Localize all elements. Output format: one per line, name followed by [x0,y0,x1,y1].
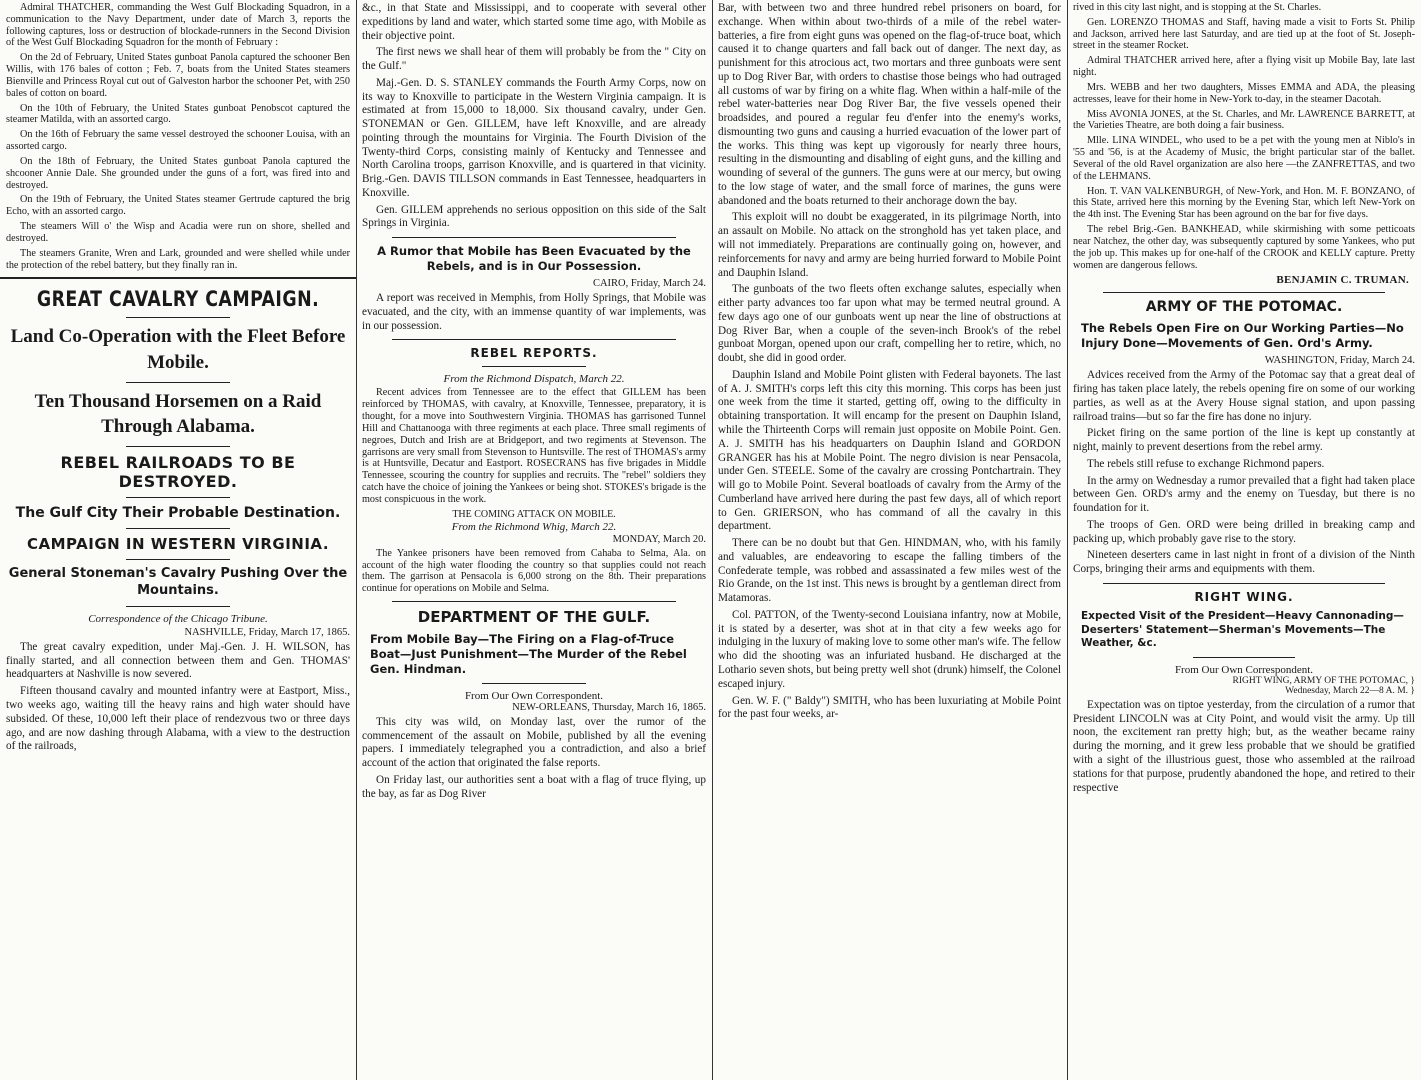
column-3 [712,0,1067,1080]
divider [126,559,230,560]
article-paragraph: Mrs. WEBB and her two daughters, Misses EMMA and ADA, the pleasing actresses, leave for their home in New-York to-day, in the steamer Dacotah. [1073,81,1415,105]
column-2 [356,0,712,1080]
article-paragraph: On the 18th of February, the United States gunboat Panola captured the shcooner Annie Dale. She grounded under the guns of a fort, was fired into and destroyed. [6,155,350,191]
divider [392,601,676,602]
article-paragraph: Dauphin Island and Mobile Point glisten with Federal bayonets. The last of A. J. SMITH's corps left this city this morning. This corps has been just one week from the time it started, getting off, owing to the difficulty in obtaining transportation. It will encamp for the present on Dauphin Island, while the Thirteenth Corps will remain just opposite on Mobile Point. Gen. A. J. SMITH has his headquarters on Dauphin Island and GORDON GRANGER has his at Mobile Point. The negro division is near Pensacola, under Gen. STEELE. Some of the cavalry are crossing Pontchartrain. They will go to Mobile Point. Several boatloads of cavalry from the Army of the Cumberland have arrived here during the past few days, all of which report to Gen. GRIERSON, who has command of all the cavalry in this department. [718,368,1061,533]
article-paragraph: Mlle. LINA WINDEL, who used to be a pet with the young men at Niblo's in '55 and '56, is at the Academy of Music, the bright particular star of the ballet. Several of the old Ravel organization are also here —the ZANFRETTAS, and two of the LEHMANS. [1073,135,1415,182]
article-paragraph: Admiral THATCHER, commanding the West Gulf Blockading Squadron, in a communication to the Navy Department, under date of March 3, reports the following captures, loss or destruction of blockade-runners in the Second Division of the West Gulf Blockading Squadron for the month of February : [6,2,350,49]
divider [126,528,230,529]
divider [482,366,586,367]
article-paragraph: Gen. W. F. (" Baldy") SMITH, who has been luxuriating at Mobile Point for the past four weeks, ar- [718,694,1061,721]
article-paragraph: In the army on Wednesday a rumor prevailed that a fight had taken place between Gen. ORD's army and the enemy on Tuesday, but there is no foundation for it. [1073,474,1415,515]
correspondence-credit: From Our Own Correspondent. [464,689,604,702]
divider [1103,292,1385,293]
article-paragraph: Hon. T. VAN VALKENBURGH, of New-York, and Hon. M. F. BONZANO, of this State, arrived here this morning by the Evening Star, which left New-York on the 4th inst. The Evening Star has been aground on the bar for five days. [1073,185,1415,221]
dateline: RIGHT WING, ARMY OF THE POTOMAC, } [1232,675,1415,686]
section-heading: RIGHT WING. [1194,589,1294,604]
article-paragraph: On the 2d of February, United States gunboat Panola captured the schooner Ben Willis, with 176 bales of cotton ; Feb. 7, boats from the United States steamers Bienville and Princess Royal cut out of Galveston harbor the schooner Pet, with 250 bales of cotton on board. [6,52,350,99]
dateline: CAIRO, Friday, March 24. [592,278,706,290]
article-paragraph: The great cavalry expedition, under Maj.-Gen. J. H. WILSON, has finally started, and all connection between them and Gen. THOMAS' headquarters at Nashville is now severed. [6,640,350,681]
headline-deck: Expected Visit of the President—Heavy Cannonading—Deserters' Statement—Sherman's Movements—The Weather, &c. [1081,609,1404,650]
divider [126,382,230,383]
article-paragraph: Advices received from the Army of the Potomac say that a great deal of firing has taken place lately, the rebels opening fire on some of our working parties, as well as at the Avery House signal station, and upon passing railroad trains—but so far the fire has done no injury. [1073,369,1415,423]
article-paragraph: The steamers Granite, Wren and Lark, grounded and were shelled while under the protection of the rebel battery, but they finally ran in. [6,247,350,271]
article-paragraph: Recent advices from Tennessee are to the effect that GILLEM has been reinforced by THOMAS, with cavalry, at Knoxville, Tennessee, preparatory, it is thought, for a move into Southwestern Virginia. THOMAS has garrisoned Tunnel Hill and Chattanooga with three regiments at each place. Three small regiments of negroes, Dutch and Irish are at Bridgeport, and two regiments at Stevenson. The garrisons are very small from Stevenson to Huntsville. The rest of THOMAS's army is at Huntsville, Decatur and Eastport. ROSECRANS has five brigades in Middle Tennessee, scouring the country for supplies and recruits. The "rebel" soldiers they catch have the choice of joining the Yankees or being shot. STOKES's brigade is the most conspicuous in the work. [362,387,706,505]
headline-deck: From Mobile Bay—The Firing on a Flag-of-Truce Boat—Just Punishment—The Murder of the Rebel Gen. Hindman. [370,632,687,676]
article-paragraph: On the 16th of February the same vessel destroyed the schooner Louisa, with an assorted cargo. [6,129,350,153]
subheadline: REBEL RAILROADS TO BE DESTROYED. [60,452,296,491]
headline-deck: The Rebels Open Fire on Our Working Parties—No Injury Done—Movements of Gen. Ord's Army. [1081,321,1404,351]
dateline: NASHVILLE, Friday, March 17, 1865. [184,626,350,638]
correspondence-credit: Correspondence of the Chicago Tribune. [88,612,268,625]
divider [1103,583,1385,584]
section-divider [0,277,356,279]
article-paragraph: This city was wild, on Monday last, over the rumor of the commencement of the assault on Mobile, published by all the evening papers. I immediately telegraphed you a contradiction, and also a brief account of the action that originated the false reports. [362,715,706,770]
article-paragraph: Miss AVONIA JONES, at the St. Charles, and Mr. LAWRENCE BARRETT, at the Varieties Theatre, are both doing a fair business. [1073,108,1415,132]
column-1 [0,0,356,1080]
divider [126,446,230,447]
divider [126,317,230,318]
article-paragraph: Admiral THATCHER arrived here, after a flying visit up Mobile Bay, late last night. [1073,55,1415,79]
signature: BENJAMIN C. TRUMAN. [1276,274,1409,287]
article-paragraph: The first news we shall hear of them will probably be from the " City on the Gulf." [362,46,706,73]
article-paragraph: Col. PATTON, of the Twenty-second Louisiana infantry, now at Mobile, it is stated by a deserter, was shot at in that city a few weeks ago for indulging in the luxury of making love to some other man's wife. The fellow who did the shooting was an infuriated husband. He discharged at the Lothario seven shots, but being pretty well shot (drunk) himself, the Colonel escaped injury. [718,608,1061,690]
divider [126,606,230,607]
headline: A Rumor that Mobile has Been Evacuated by the Rebels, and is in Our Possession. [377,244,691,274]
subheadline: Ten Thousand Horsemen on a Raid Through Alabama. [34,390,322,438]
dateline: WASHINGTON, Friday, March 24. [1264,355,1415,367]
article-paragraph: Nineteen deserters came in last night in front of a division of the Ninth Corps, bringing their arms and equipments with them. [1073,549,1415,576]
article-paragraph: On the 19th of February, the United States steamer Gertrude captured the brig Echo, with an assorted cargo. [6,194,350,218]
dateline: NEW-ORLEANS, Thursday, March 16, 1865. [512,701,706,713]
subheadline: The Gulf City Their Probable Destination. [15,504,341,521]
divider [392,339,676,340]
article-paragraph: On the 10th of February, the United States gunboat Penobscot captured the steamer Matilda, with an assorted cargo. [6,102,350,126]
article-paragraph: Picket firing on the same portion of the line is kept up constantly at night, mainly to prevent desertions from the rebel army. [1073,427,1415,454]
article-paragraph: Bar, with between two and three hundred rebel prisoners on board, for exchange. When within about two-thirds of a mile of the rebel water-batteries, a fire from eight guns was opened on the flag-of-truce boat, which caused it to change quarters and fall back out of danger. The next day, as punishment for this atrocious act, two mortars and three gunboats were sent up to Dog River Bar, with orders to chastise those beings who had outraged all customs of war by firing on a white flag. When within a half-mile of the rebel water-batteries near Dog River Bar, the five vessels opened their broadsides, and poured a regular feu d'enfer into the enemy's works, dismounting two guns and causing a hurried evacuation of the lower part of the works. This thing was kept up vigorously for nearly three hours, resulting in the dismounting and disabling of eight guns, and the killing and wounding of several of the gunners. The guns were at our mercy, but owing to the low stage of water, and the small force of marines, the guns were abandoned and the boats returned to their anchorage down the bay. [718,2,1061,207]
dateline: MONDAY, March 20. [612,533,706,545]
article-paragraph: Expectation was on tiptoe yesterday, from the circulation of a rumor that President LINCOLN was at City Point, and would visit the army. Up till noon, the excitement ran pretty high; but, as the weather became rainy during the morning, and it grew less probable that we should be gratified with a sight of the illustrious guest, those who assembled at the railroad stations for that purpose, prudently abandoned the hope, and retired to their respective [1073,698,1415,794]
divider [482,683,586,684]
article-paragraph: There can be no doubt but that Gen. HINDMAN, who, with his family and valuables, are endeavoring to escape the falling timbers of the Confederate temple, was robbed and assassinated a few miles west of the Rio Grande, on the 1st inst. This news is brought by a gentleman direct from Matamoras. [718,537,1061,605]
article-paragraph: The rebels still refuse to exchange Richmond papers. [1087,457,1325,470]
article-paragraph: Gen. LORENZO THOMAS and Staff, having made a visit to Forts St. Philip and Jackson, arrived here last Saturday, and are tied up at the foot of St. Joseph-street in the steamer Rocket. [1073,16,1415,52]
article-paragraph: This exploit will no doubt be exaggerated, in its pilgrimage North, into an assault on Mobile. No attack on the stronghold has yet taken place, and will not immediately. Preparations are continually going on, however, and reinforcements for navy and army are being hurried forward to Mobile Point and Dauphin Island. [718,211,1061,279]
article-paragraph: Fifteen thousand cavalry and mounted infantry were at Eastport, Miss., two weeks ago, waiting till the heavy rains and high water should have subsided. Of these, 10,000 left their place of rendezvous two or three days ago, and are now dashing through Alabama, with a view to the destruction of the railroads, [6,685,350,753]
section-heading: DEPARTMENT OF THE GULF. [417,608,651,627]
subheading: THE COMING ATTACK ON MOBILE. [452,508,616,520]
article-paragraph: Maj.-Gen. D. S. STANLEY commands the Fourth Army Corps, now on its way to Knoxville to participate in the Western Virginia campaign. It is estimated at from 15,000 to 18,000. Six thousand cavalry, under Gen. STONEMAN or Gen. GILLEM, have left Knoxville, and are already pointing through the mountains for Virginia. The Fourth Division of the Twenty-third Corps, consisting mainly of Kentucky and Tennessee and North Carolina troops, garrison Knoxville, and is quartered in that vicinity. Brig.-Gen. DAVIS TILLSON commands in East Tennessee, headquarters in Knoxville. [362,76,706,199]
section-heading: ARMY OF THE POTOMAC. [1145,299,1343,316]
divider [1193,657,1295,658]
subheadline: General Stoneman's Cavalry Pushing Over the Mountains. [8,566,348,599]
column-4 [1067,0,1421,1080]
article-paragraph: The gunboats of the two fleets often exchange salutes, especially when either party advances too far upon what may be termed neutral ground. A few days ago one of our gunboats went up near the line of obstructions at Dog River Bar, when a couple of the seven-inch Brook's of the rebel gunboat Morgan, opened upon our craft, compelling her to retire, which, no doubt, she did in good order. [718,283,1061,365]
source-credit: From the Richmond Dispatch, March 22. [443,373,625,386]
article-paragraph: The Yankee prisoners have been removed from Cahaba to Selma, Ala. on account of the high water flooding the country so that supplies could not reach them. The garrison at Pensacola is 6,000 strong on the 8th. Their preparations continue for operations on Mobile and Selma. [362,547,706,595]
article-paragraph: The troops of Gen. ORD were being drilled in breaking camp and packing up, which probably gave rise to the story. [1073,518,1415,545]
source-credit: From the Richmond Whig, March 22. [451,520,617,533]
article-paragraph: The rebel Brig.-Gen. BANKHEAD, while skirmishing with some petticoats near Natchez, the other day, was subsequently captured by some Yankees, who put the job up. This makes up for one-half of the CROOK and KELLY capture. Pretty women are dangerous fellows. [1073,224,1415,271]
dateline: Wednesday, March 22—8 A. M. } [1285,685,1415,696]
article-paragraph: On Friday last, our authorities sent a boat with a flag of truce flying, up the bay, as far as Dog River [362,773,706,800]
article-paragraph: &c., in that State and Mississippi, and to cooperate with several other expeditions by land and water, which started some time ago, with Mobile as their objective point. [362,2,706,42]
article-paragraph: Gen. GILLEM apprehends no serious opposition on this side of the Salt Springs in Virginia. [362,203,706,230]
article-paragraph: The steamers Will o' the Wisp and Acadia were run on shore, shelled and destroyed. [6,221,350,244]
section-heading: REBEL REPORTS. [470,346,598,361]
subheadline: CAMPAIGN IN WESTERN VIRGINIA. [26,535,330,554]
subheadline: Land Co-Operation with the Fleet Before Mobile. [10,326,346,374]
article-paragraph: rived in this city last night, and is stopping at the St. Charles. [1073,2,1322,13]
divider [126,497,230,498]
article-paragraph: A report was received in Memphis, from Holly Springs, that Mobile was evacuated, and the city, with an immense quantity of war implements, was in our possession. [362,292,706,332]
correspondence-credit: From Our Own Correspondent. [1174,663,1314,676]
main-headline: GREAT CAVALRY CAMPAIGN. [36,287,320,312]
divider [392,237,676,238]
